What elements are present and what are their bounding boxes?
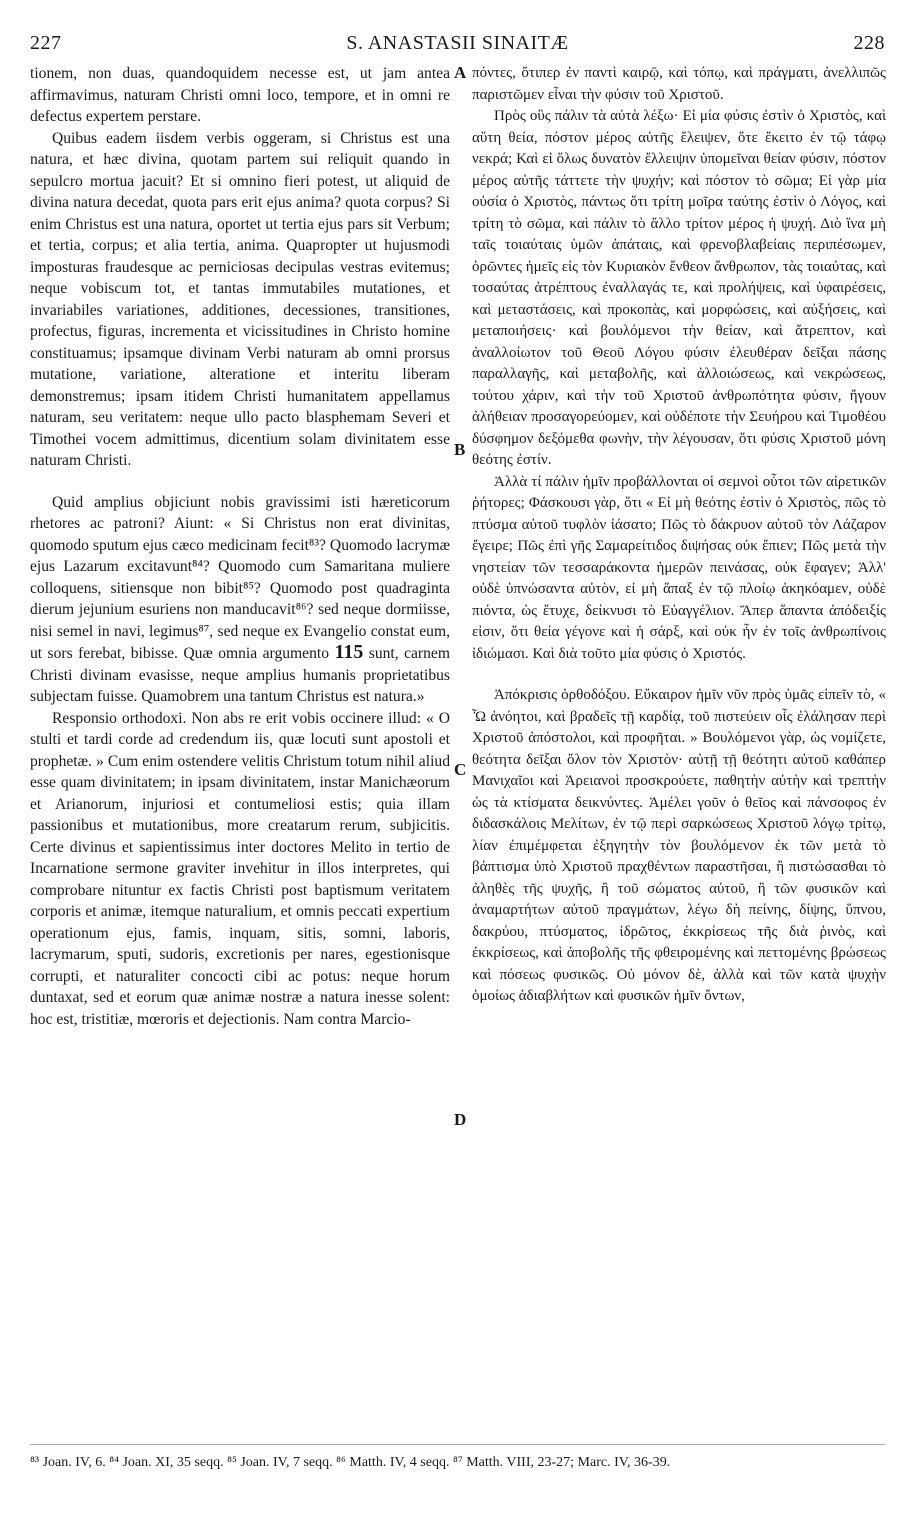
greek-paragraph-3: Ἀλλὰ τί πάλιν ἡμῖν προβάλλονται οἱ σεμνοὶ οὗτοι τῶν αἱρετικῶν ῥήτορες; Φάσκουσι γὰρ, ὅτι « Εἰ μὴ θεότης ἐστὶν ὁ Χριστὸς, πῶς τὸ πτύσμα αὐτοῦ τυφλὸν ἰάσατο; Πῶς τὸ δάκρυον αὐτοῦ τὸν Λάζαρον ἔγειρε; Πῶς ἐπὶ γῆς Σαμαρείτιδος διψήσας οὐκ ἔπιεν; Πῶς μετὰ τὴν νηστείαν τῶν τεσσαράκοντα ἡμερῶν πεινάσας, οὐκ ἔφαγεν; Ἀλλ' οὐδὲ ὑπνώσαντα αὐτὸν, εἰ μὴ ἅπαξ ἐν τῷ πλοίῳ ἀκηκόαμεν, οὐδὲ πιόντα, ὡς ἔτυχε, δείκνυσι τὸ Εὐαγγέλιον. Ἅπερ ἅπαντα ἀπόδειξίς εἰσιν, ὅτι θεία γέγονε καὶ ἡ σάρξ, καὶ οὐκ ἦν ἐν τοῖς ἀνθρωπίνοις ἰδιώμασι. Καὶ διὰ τοῦτο μία φύσις ὁ Χριστός. bbox=[472, 473, 886, 662]
column-number-115: 115 bbox=[334, 641, 364, 663]
latin-paragraph-3-end: sunt, carnem Christi divinam evasisse, neque amplius humanis proprietatibus subjectam fuisse. Quamobrem una tantum Christus est natura.» bbox=[30, 645, 450, 705]
page-number-right: 228 bbox=[853, 32, 885, 54]
latin-paragraph-1: tionem, non duas, quandoquidem necesse est, ut jam antea affirmavimus, naturam Christi omni loco, tempore, et in omni re defectus expertem perstare. bbox=[30, 65, 450, 125]
page-number-left: 227 bbox=[30, 32, 62, 54]
page-header bbox=[30, 32, 885, 60]
greek-paragraph-4: Ἀπόκρισις ὀρθοδόξου. Εὔκαιρον ἡμῖν νῦν πρὸς ὑμᾶς εἰπεῖν τὸ, « Ὦ ἀνόητοι, καὶ βραδεῖς τῇ καρδίᾳ, τοῦ πιστεύειν οἷς ἐλάλησαν περὶ Χριστοῦ ἀπόστολοι, καὶ προφῆται. » Βουλόμενοι γὰρ, ὡς νομίζετε, θεότητα δεῖξαι ὅλον τὸν Χριστὸν· αὐτῇ τῇ θεότητι αὐτοῦ καθάπερ Μανιχαῖοι καὶ Ἀρειανοὶ προσκρούετε, παθητὴν αὐτὴν καὶ τρεπτὴν ὡς τὰ κτίσματα δεικνύντες. Ἀμέλει γοῦν ὁ θεῖος καὶ πάνσοφος ἐν διδασκάλοις Μελίτων, ἐν τῷ περὶ σαρκώσεως Χριστοῦ λόγῳ τρίτῳ, λίαν ἐπιμέμφεται ἐξηγητὴν τὸν βουλόμενον ἐκ τῶν μετὰ τὸ βάπτισμα ὑπὸ Χριστοῦ πραχθέντων παραστῆσαι, ἢ πιστώσασθαι τὸ ἀληθὲς τῆς ψυχῆς, ἢ τοῦ σώματος αὐτοῦ, ἢ τῶν φυσικῶν καὶ ἀναμαρτήτων αὐτοῦ πραγμάτων, λέγω δὴ πείνης, δίψης, ὕπνου, δακρύου, πτύσματος, ἱδρῶτος, ἐκκρίσεως τῆς διὰ ῥινὸς, καὶ ἐκκρίσεως, καὶ ἀποβολῆς τῆς φθειρομένης καὶ πεττομένης βρώσεως καὶ πόσεως φυσικῶς. Οὐ μόνον δὲ, ἀλλὰ καὶ τῶν κατὰ ψυχὴν ὁμοίως ἀδιαβλήτων καὶ φυσικῶν ἡμῖν ὄντων, bbox=[472, 687, 886, 1004]
margin-marker-b: B bbox=[454, 440, 466, 459]
margin-marker-c: C bbox=[454, 760, 467, 779]
greek-paragraph-2: Πρὸς οὓς πάλιν τὰ αὐτὰ λέξω· Εἰ μία φύσις ἐστὶν ὁ Χριστὸς, καὶ αὕτη θεία, πόστον μέρος αὐτῆς ἔλειψεν, ὅτε ἔκειτο ἐν τῷ τάφῳ νεκρά; Καὶ εἰ ὅλως δυνατὸν ἔλλειψιν ὑπομεῖναι θείαν φύσιν, πόστον μέρος αὐτῆς τάττετε τὴν ψυχήν; καὶ πόστον τὸ σῶμα; Εἰ γὰρ μία οὐσία ὁ Χριστὸς, πάντως ὅτι τρίτη μοῖρα ταύτης ἐστὶν ὁ Λόγος, καὶ τρίτη τὸ σῶμα, καὶ πάλιν τὸ ἄλλο τρίτον μέρος ἡ ψυχή. Διὸ ἵνα μὴ ταῖς τοιαύταις ὑμῶν ἀπάταις, καὶ φρενοβλαβείαις περιπέσωμεν, ὁρῶντες ἡμεῖς εἰς τὸν Κυριακὸν ἔνθεον ἄνθρωπον, τὰς τοιαύτας, καὶ τοσαύτας ἀτρέπτους ἐναλλαγάς τε, καὶ προλήψεις, καὶ ὑφαιρέσεις, καὶ μεταστάσεις, καὶ προκοπὰς, καὶ μορφώσεις, καὶ αὐξήσεις, καὶ μεταποιήσεις· καὶ βουλόμενοι τὴν θείαν, καὶ ἄτρεπτον, καὶ ἀναλλοίωτον τοῦ Θεοῦ Λόγου φύσιν ἐλευθέραν δεῖξαι πάσης παραλλαγῆς, καὶ μεταβολῆς, καὶ ἀλλοιώσεως, καὶ νεκρώσεως, τούτου χάριν, καὶ τὴν τοῦ Χριστοῦ ἀνθρωπότητα φύσιν, ἤγουν ἀλήθειαν προσαγορεύομεν, καὶ οὐδέποτε τὴν Σευήρου καὶ Τιμοθέου δύσφημον δεξόμεθα φωνὴν, τὴν λέγουσαν, ὅτι φύσις Χριστοῦ μόνη θεότης ἐστίν. bbox=[472, 108, 886, 468]
footnotes: ⁸³ Joan. IV, 6. ⁸⁴ Joan. XI, 35 seqq. ⁸⁵ Joan. IV, 7 seqq. ⁸⁶ Matth. IV, 4 seqq. ⁸⁷ Matth. VIII, 23-27; Marc. IV, 36-39. bbox=[30, 1444, 885, 1472]
latin-paragraph-3-text: Quid amplius objiciunt nobis gravissimi isti hæreticorum rhetores ac patroni? Aiunt: « Si Christus non erat divinitas, quomodo sputum ejus cæco medicinam fecit⁸³? Quomodo lacrymæ ejus Lazarum excitavunt⁸⁴? Quomodo cum Samaritana muliere colloquens, sitiensque non bibit⁸⁵? Quomodo post quadraginta dierum jejunium esuriens non manducavit⁸⁶? sed neque dormiisse, nisi semel in navi, legimus⁸⁷, sed neque ex Evangelio constat eum, ut sors ferebat, bibisse. Quæ omnia argumento bbox=[30, 493, 450, 662]
latin-column bbox=[30, 63, 450, 1030]
greek-column bbox=[472, 63, 886, 1008]
margin-marker-d: D bbox=[454, 1110, 467, 1129]
running-title: S. ANASTASII SINAITÆ bbox=[346, 32, 569, 54]
latin-paragraph-2: Quibus eadem iisdem verbis oggeram, si Christus est una natura, et hæc divina, quotam partem sui reliquit quando in sepulcro mortua jacuit? Et si omnino fieri potest, ut aliquid de divina natura decedat, quota pars erit ejus anima? quota corpus? Si enim Christus est una natura, oportet ut tertia ejus pars sit Verbum; et tertia, corpus; et alia tertia, anima. Quapropter ut hujusmodi imposturas fraudesque ac perniciosas decipulas vestras evitemus; neque vobiscum tot, et tantas immutabiles mutationes, et invariabiles variationes, additiones, decessiones, transitiones, profectus, figuras, incrementa et vicissitudines in Christo homine constituamus; ipsamque divinam Verbi naturam ab omni prorsus mutatione, variatione, alteratione et interitu liberam demonstremus; ipsam itidem Christi humanitatem appellamus naturam, seu veritatem: neque ullo pacto blasphemam Severi et Timothei vocem admittimus, dicentium solam divinitatem esse naturam Christi. bbox=[30, 129, 450, 469]
latin-paragraph-3 bbox=[30, 492, 450, 708]
greek-paragraph-1: πόντες, ὅτιπερ ἐν παντὶ καιρῷ, καὶ τόπῳ, καὶ πράγματι, ἀνελλιπῶς παριστῶμεν εἶναι τὴν φύσιν τοῦ Χριστοῦ. bbox=[472, 65, 886, 103]
margin-marker-a: A bbox=[454, 63, 467, 82]
latin-paragraph-4: Responsio orthodoxi. Non abs re erit vobis occinere illud: « O stulti et tardi corde ad credendum iis, quæ locuti sunt apostoli et prophetæ. » Cum enim ostendere velitis Christum totum nihil aliud esse quam divinitatem; in ipsam divinitatem, instar Manichæorum et Arianorum, injuriosi et contumeliosi estis; quia illam passionibus et mutationibus, more creatarum rerum, subjicitis. Certe divinus et sapientissimus inter doctores Melito in tertio de Incarnatione sermone graviter invehitur in illos interpretes, qui comprobare nituntur ex factis Christi post baptismum veritatem corporis et animæ, itemque naturalium, et omnis peccati expertium operationum ejus, famis, inquam, sitis, somni, laboris, lacrymarum, sputi, sudoris, excretionis per nares, egestionisque corrupti, et naturaliter concocti cibi ac potus: neque horum duntaxat, sed et eorum quæ animæ nostræ a natura inesse solent: hoc est, tristitiæ, mœroris et dejectionis. Nam contra Marcio- bbox=[30, 709, 450, 1028]
